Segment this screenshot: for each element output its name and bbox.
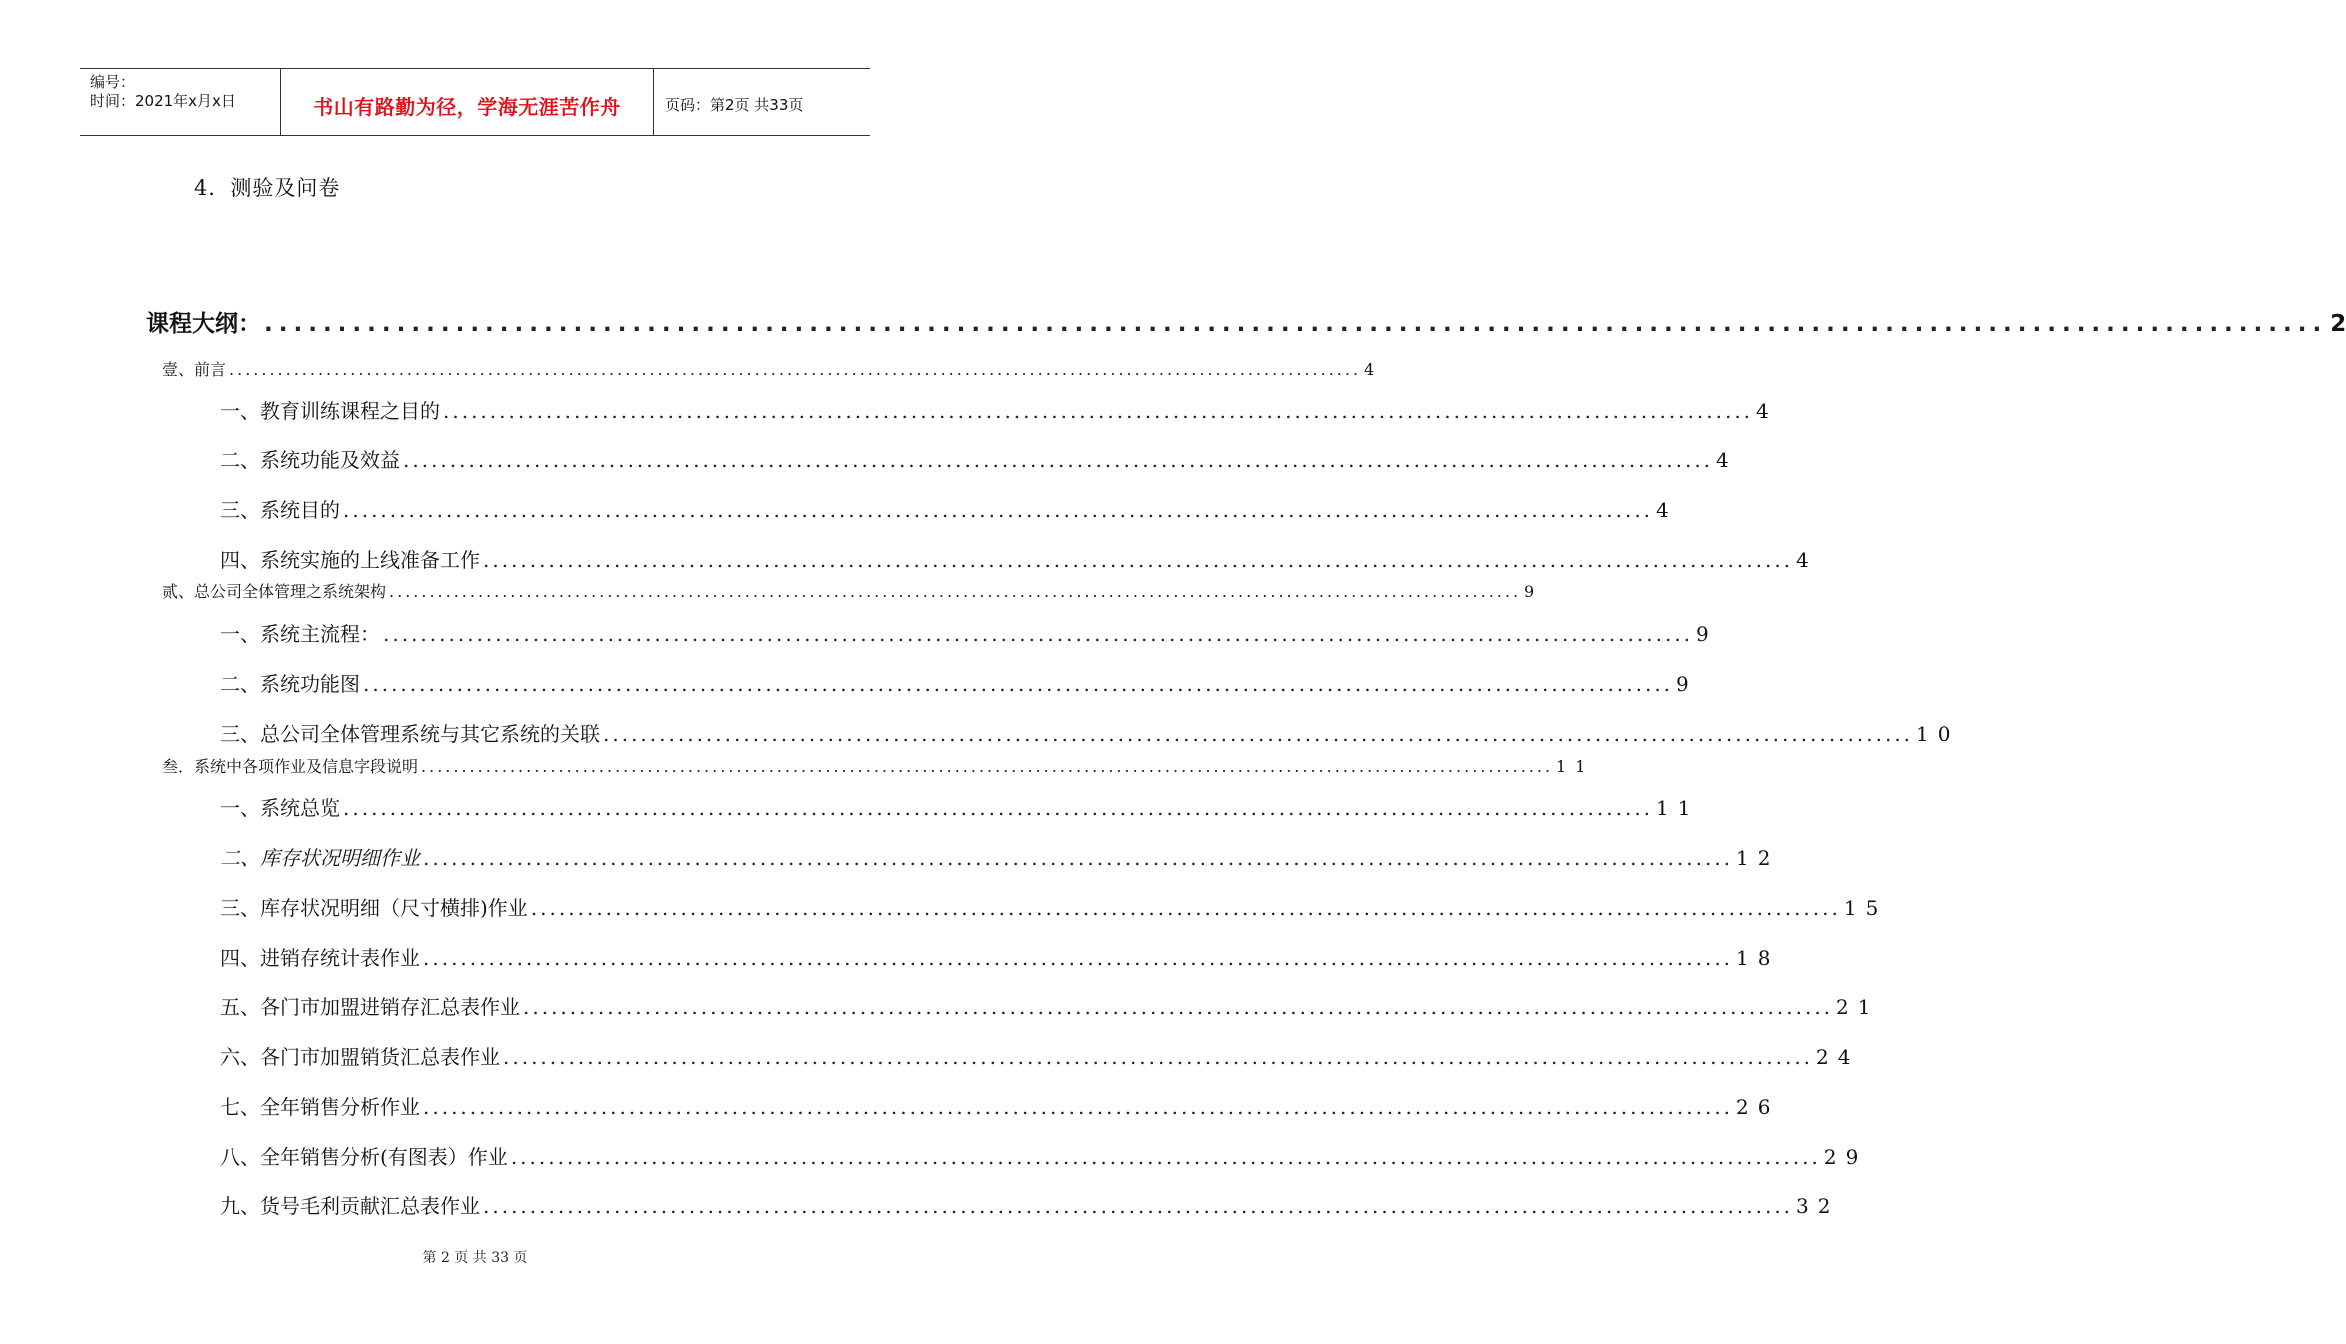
toc-leader-dots: ............................................................................................................................................	[383, 622, 1694, 646]
toc-leader-dots: ............................................................................................................................................	[264, 311, 2328, 337]
toc-entry-page: 10	[1916, 722, 1960, 746]
toc-leader-dots: ............................................................................................................................................	[423, 1095, 1734, 1119]
toc-leader-dots: ............................................................................................................................................	[530, 896, 1841, 920]
header-meta-cell	[80, 69, 281, 135]
time-label: 时间：2021年x月x日	[90, 92, 236, 110]
page-footer: 第 2 页 共 33 页	[422, 1250, 528, 1266]
toc-leader-dots: ............................................................................................................................................	[603, 722, 1914, 746]
toc-entry-page: 9	[1676, 672, 1698, 696]
toc-subsection-entry	[220, 942, 1780, 971]
toc-subsection-entry	[220, 1190, 1840, 1219]
toc-entry-label: 三、总公司全体管理系统与其它系统的关联	[220, 722, 600, 746]
toc-entry-page: 29	[1823, 1145, 1868, 1169]
toc-subsection-entry	[220, 444, 1738, 473]
toc-leader-dots: ............................................................................................................................................	[229, 360, 1362, 379]
toc-subsection-entry	[220, 395, 1778, 424]
toc-leader-dots: ............................................................................................................................................	[403, 448, 1714, 472]
toc-subsection-entry	[220, 494, 1678, 523]
toc-entry-label: 六、各门市加盟销货汇总表作业	[220, 1045, 500, 1069]
toc-entry-label: 贰、总公司全体管理之系统架构	[162, 582, 387, 601]
toc-subsection-entry	[220, 892, 1888, 921]
toc-leader-dots: ............................................................................................................................................	[483, 1194, 1794, 1218]
toc-entry-label: 五、各门市加盟进销存汇总表作业	[220, 995, 520, 1019]
toc-entry-page: 26	[1736, 1095, 1780, 1119]
toc-entry-label: 八、全年销售分析(有图表）作业	[220, 1145, 508, 1169]
toc-entry-label: 叁．系统中各项作业及信息字段说明	[162, 757, 419, 776]
toc-leader-dots: ............................................................................................................................................	[423, 946, 1734, 970]
toc-leader-dots: ............................................................................................................................................	[421, 757, 1554, 776]
toc-entry-label: 四、进销存统计表作业	[220, 946, 420, 970]
toc-entry-page: 12	[1736, 846, 1780, 870]
header-motto-cell	[281, 69, 654, 135]
toc-entry-label: 一、系统总览	[220, 796, 340, 820]
toc-entry-label: 三、系统目的	[220, 498, 340, 522]
toc-leader-dots: ............................................................................................................................................	[503, 1045, 1814, 1069]
toc-entry-page: 4	[1364, 360, 1384, 379]
toc-subsection-entry	[220, 668, 1698, 697]
header-page-cell	[654, 69, 870, 135]
toc-main-entry	[146, 305, 2346, 338]
toc-subsection-entry	[220, 991, 1880, 1020]
toc-leader-dots: ............................................................................................................................................	[423, 846, 1734, 870]
toc-leader-dots: ............................................................................................................................................	[443, 399, 1754, 423]
toc-entry-page: 32	[1796, 1194, 1840, 1218]
toc-main-page: 2	[2330, 311, 2346, 337]
toc-entry-label: 壹、前言	[162, 360, 227, 379]
toc-entry-page: 9	[1524, 582, 1544, 601]
toc-main-label: 课程大纲：	[146, 311, 261, 337]
number-label: 编号：	[90, 73, 136, 91]
toc-entry-label: 二、库存状况明细作业	[220, 846, 420, 870]
toc-subsection-entry	[220, 842, 1780, 871]
toc-entry-page: 21	[1836, 995, 1880, 1019]
toc-section-entry	[162, 357, 1384, 380]
toc-entry-page: 4	[1656, 498, 1678, 522]
toc-leader-dots: ............................................................................................................................................	[389, 582, 1522, 601]
toc-entry-page: 4	[1756, 399, 1778, 423]
toc-entry-page: 4	[1796, 548, 1818, 572]
toc-entry-label: 二、系统功能及效益	[220, 448, 400, 472]
toc-entry-label: 二、系统功能图	[220, 672, 360, 696]
toc-section-entry	[162, 579, 1544, 602]
motto: 书山有路勤为径，学海无涯苦作舟	[313, 95, 621, 119]
toc-subsection-entry	[220, 1091, 1780, 1120]
toc-subsection-entry	[220, 1141, 1868, 1170]
toc-entry-page: 11	[1556, 757, 1595, 776]
toc-entry-label: 七、全年销售分析作业	[220, 1095, 420, 1119]
toc-entry-label: 九、货号毛利贡献汇总表作业	[220, 1194, 480, 1218]
toc-entry-label: 四、系统实施的上线准备工作	[220, 548, 480, 572]
toc-section-entry	[162, 754, 1595, 777]
toc-entry-label: 一、系统主流程：	[220, 622, 380, 646]
toc-leader-dots: ............................................................................................................................................	[363, 672, 1674, 696]
toc-entry-page: 4	[1716, 448, 1738, 472]
toc-leader-dots: ............................................................................................................................................	[343, 796, 1654, 820]
toc-leader-dots: ............................................................................................................................................	[523, 995, 1834, 1019]
intro-line: 4．测验及问卷	[194, 176, 341, 200]
page-header-table	[80, 68, 870, 136]
toc-subsection-entry	[220, 718, 1960, 747]
toc-leader-dots: ............................................................................................................................................	[483, 548, 1794, 572]
toc-subsection-entry	[220, 792, 1700, 821]
toc-entry-page: 24	[1816, 1045, 1860, 1069]
toc-entry-page: 18	[1736, 946, 1780, 970]
toc-entry-page: 15	[1843, 896, 1888, 920]
toc-leader-dots: ............................................................................................................................................	[343, 498, 1654, 522]
toc-entry-label: 三、库存状况明细（尺寸横排)作业	[220, 896, 528, 920]
toc-entry-page: 9	[1696, 622, 1718, 646]
toc-leader-dots: ............................................................................................................................................	[510, 1145, 1821, 1169]
toc-subsection-entry	[220, 544, 1818, 573]
toc-subsection-entry	[220, 618, 1718, 647]
page-info: 页码：第2页 共33页	[665, 96, 804, 114]
toc-entry-label: 一、教育训练课程之目的	[220, 399, 440, 423]
toc-entry-page: 11	[1656, 796, 1700, 820]
toc-subsection-entry	[220, 1041, 1860, 1070]
